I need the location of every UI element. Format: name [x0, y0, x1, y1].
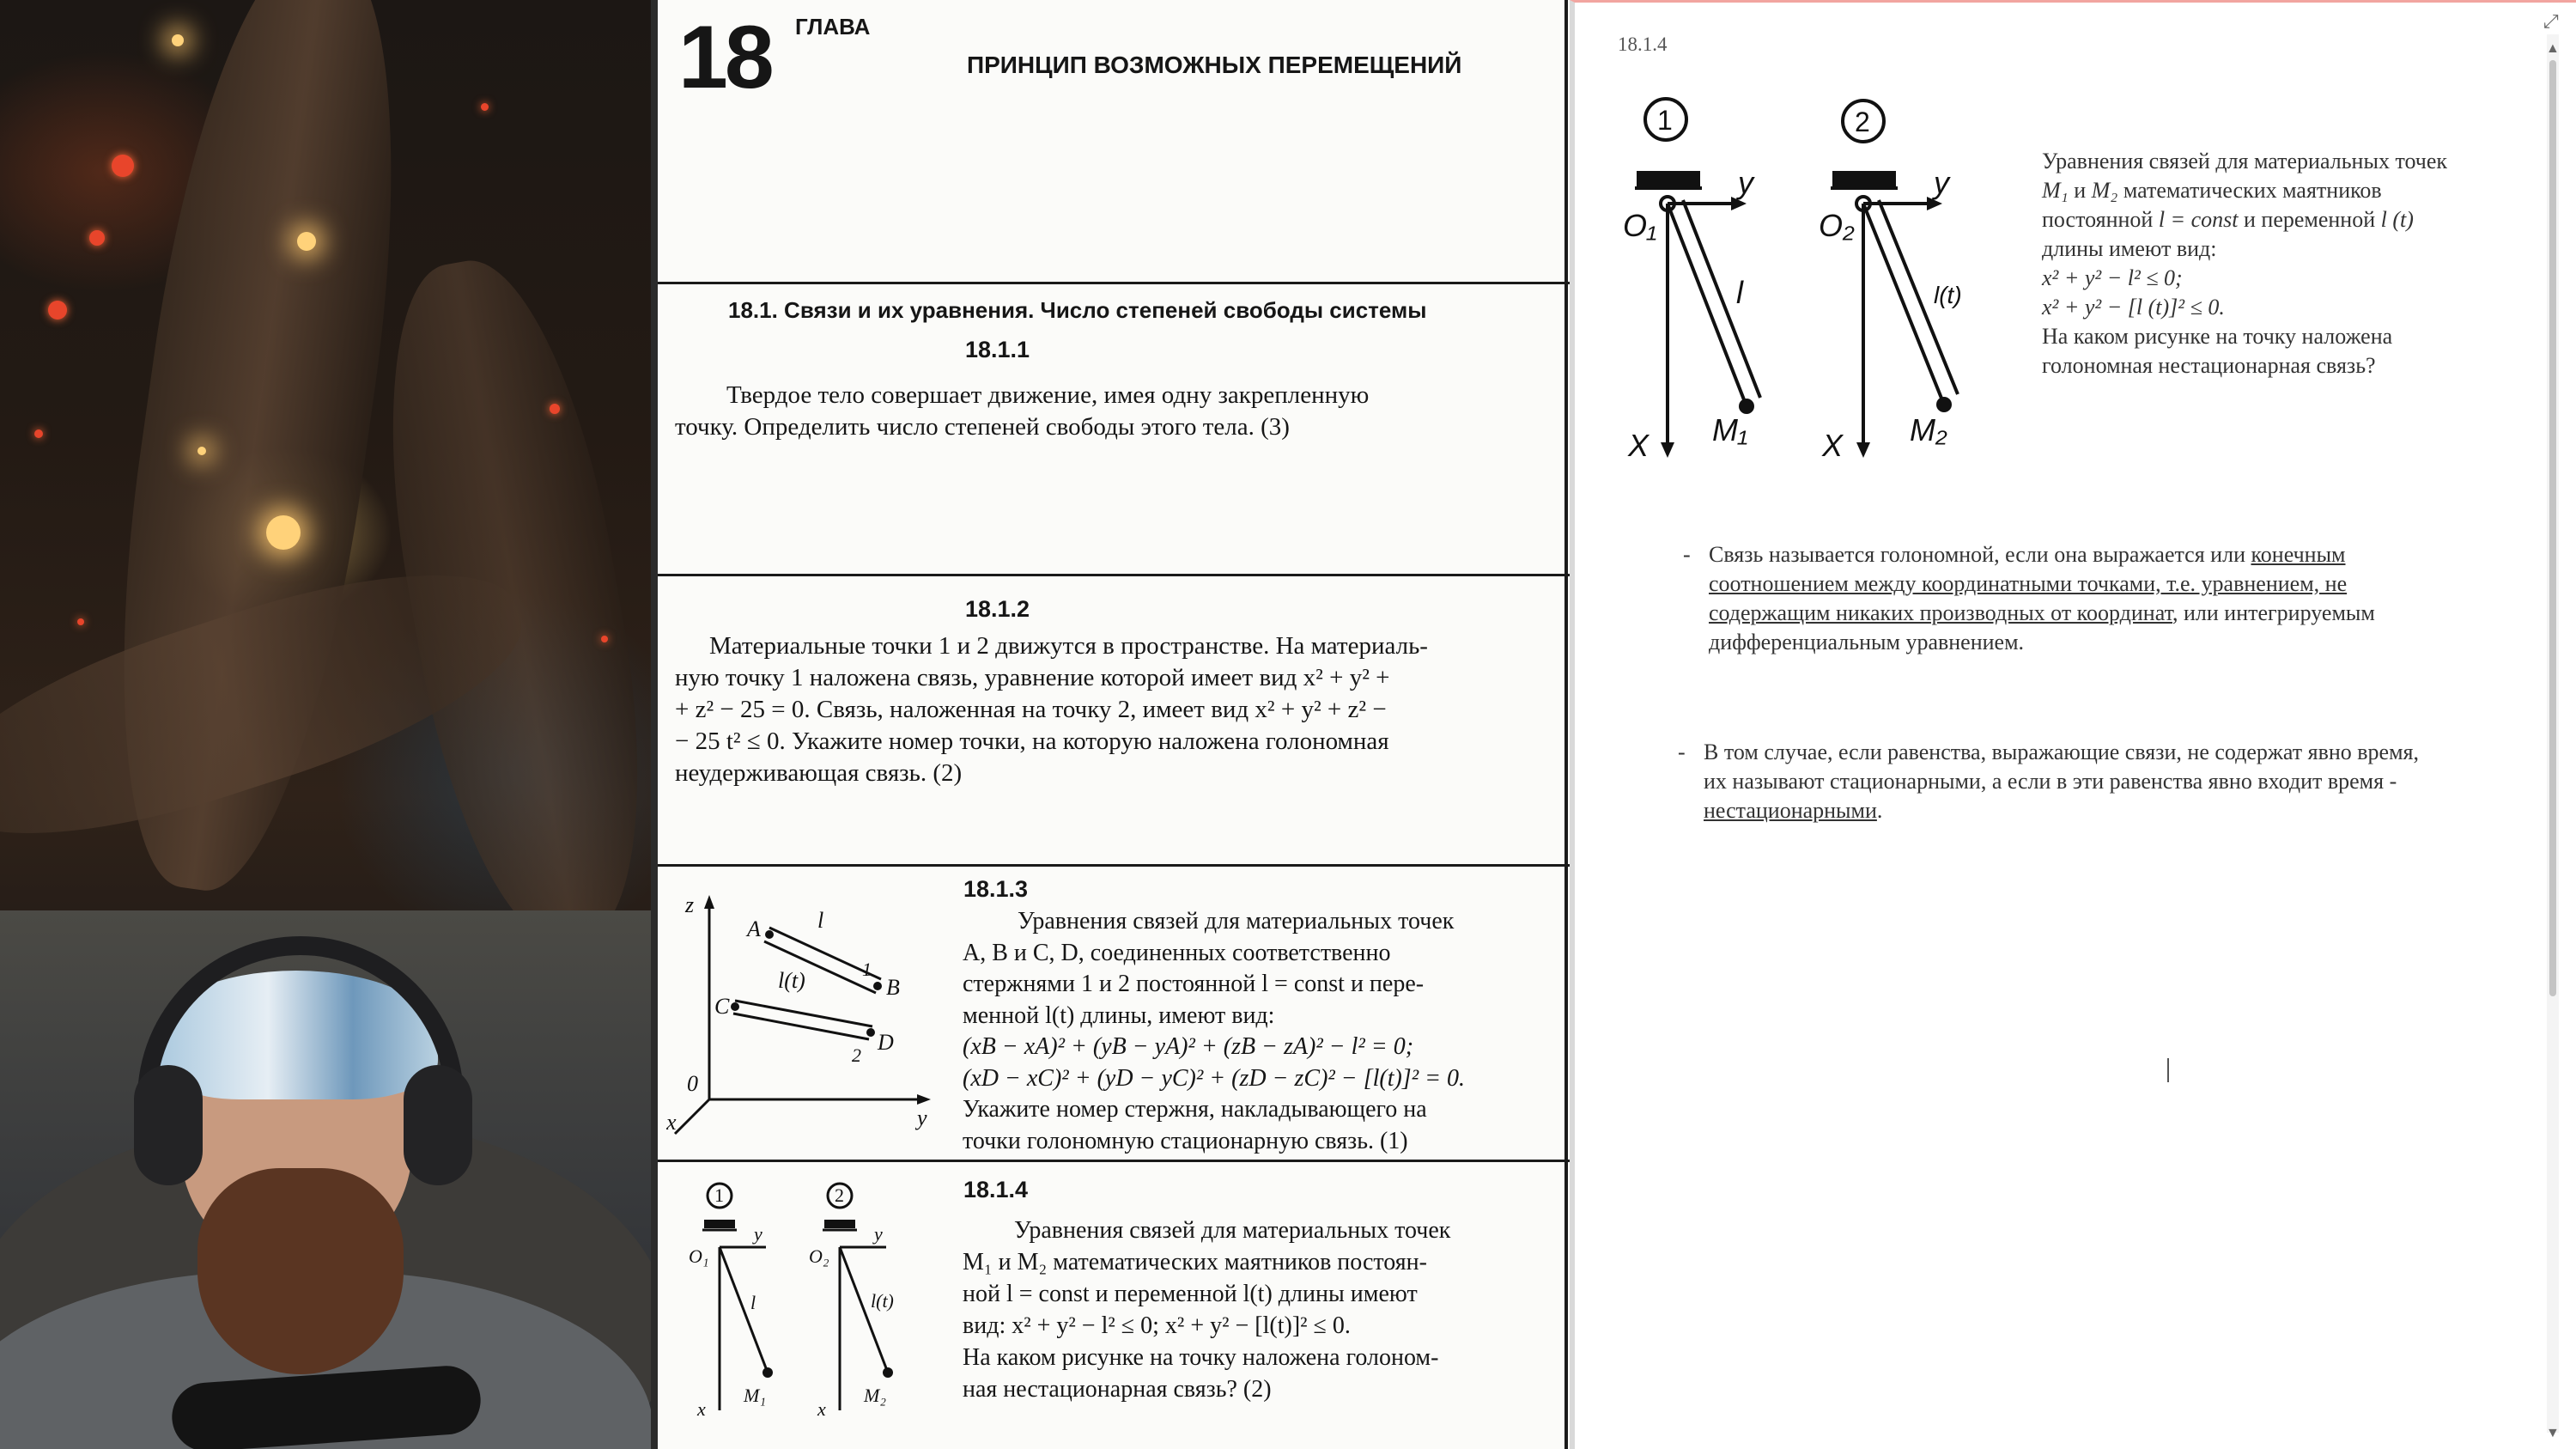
x2-label: x [817, 1398, 826, 1420]
text-fragment: постоянной [2042, 207, 2159, 232]
origin-label: 0 [687, 1071, 698, 1096]
x1-label: X [1628, 428, 1649, 463]
webcam-overlay [0, 910, 651, 1449]
rule [658, 864, 1570, 867]
l-const: l = const [2158, 207, 2239, 232]
ember [112, 155, 134, 177]
equation-2: x² + y² − [l (t)]² ≤ 0. [2042, 295, 2225, 320]
ember [48, 301, 67, 320]
bullet-stationary [1678, 738, 2442, 825]
o2-label: O₂ [809, 1245, 829, 1267]
m2-label: M₂ [1910, 412, 1947, 447]
text-fragment: Связь называется голономной, если она выражается или [1709, 542, 2245, 567]
lt-label: l(t) [1934, 282, 1962, 308]
text-fragment: и переменной [2238, 207, 2381, 232]
text-line: Укажите номер стержня, накладывающего на [963, 1096, 1427, 1123]
problem-id: 18.1.4 [1618, 33, 1668, 55]
m2-label: M₂ [864, 1385, 886, 1406]
firefly-glow [297, 232, 316, 251]
scrollbar-thumb[interactable] [2549, 60, 2556, 996]
problem-text [963, 1215, 1555, 1405]
ember [89, 230, 105, 246]
ember [601, 636, 608, 642]
m1-symbol: M₁ [2042, 178, 2069, 203]
beard [197, 1168, 404, 1374]
text-line: точки голономную стационарную связь. (1) [963, 1127, 1408, 1154]
text-line: неудерживающая связь. (2) [675, 759, 963, 787]
bullet-dash: - [1678, 740, 1686, 764]
text-line: Уравнения связей для материальных точек [1018, 908, 1455, 935]
string-1-dim [1683, 200, 1760, 398]
m1-label: M₁ [744, 1385, 766, 1406]
m2-symbol: M₂ [2091, 178, 2118, 203]
x-arrow-1 [1661, 442, 1674, 458]
firefly-glow [197, 447, 206, 455]
c-label: C [714, 994, 730, 1019]
hatch-1 [704, 1220, 735, 1228]
l-label: l [1736, 275, 1743, 310]
text-fragment: В том случае, если равенства, выражающие связи, не содержат явно время, их называют стационарными, а если в эти равенства явно входит время - [1704, 740, 2419, 794]
o2-label: O₂ [1819, 208, 1855, 243]
problem-number: 18.1.2 [965, 596, 1030, 622]
firefly-glow [266, 515, 301, 550]
mass-2 [883, 1367, 893, 1378]
text-line: − 25 t² ≤ 0. Укажите номер точки, на которую наложена голономная [675, 728, 1389, 755]
text-line [2042, 205, 2540, 234]
x-label: x [666, 1110, 677, 1135]
problem-number: 18.1.4 [963, 1177, 1029, 1202]
point-b [873, 982, 882, 990]
text-line: Материальные точки 1 и 2 движутся в пространстве. На материаль- [709, 632, 1428, 660]
a-label: A [747, 916, 761, 941]
string-2 [1863, 204, 1944, 405]
y1-label: y [754, 1223, 762, 1245]
d-label: D [878, 1030, 894, 1055]
rods-figure [666, 885, 950, 1142]
pendulum-figure-small [671, 1178, 955, 1436]
l-label: l [817, 908, 824, 933]
text-line: ная нестационарная связь? (2) [963, 1376, 1272, 1403]
text-line: На каком рисунке на точку наложена [2042, 324, 2393, 349]
o1-label: O₁ [1623, 208, 1657, 243]
text-line: ную точку 1 наложена связь, уравнение которой имеет вид x² + y² + [675, 664, 1390, 691]
rod-2 [735, 1001, 872, 1026]
section-title: 18.1. Связи и их уравнения. Число степеней свободы системы [728, 297, 1427, 323]
bullet-dash: - [1683, 542, 1691, 567]
text-fragment: и [2068, 178, 2092, 203]
ember [77, 618, 84, 625]
ember [481, 103, 489, 111]
lt-label: l(t) [778, 968, 805, 993]
ember [550, 404, 560, 414]
question-text [2042, 147, 2540, 381]
l-label: l [750, 1292, 756, 1313]
underlined-definition: конечным соотношением между координатными точками, т.е. уравнением, не содержащим никаких производных от координат [1709, 542, 2348, 625]
y2-label: y [874, 1223, 883, 1245]
underlined-term: нестационарными [1704, 798, 1877, 823]
text-line: + z² − 25 = 0. Связь, наложенная на точку 2, имеет вид x² + y² + z² − [675, 696, 1387, 723]
document-viewer[interactable] [1570, 0, 2576, 1449]
text-line: A, B и C, D, соединенных соответственно [963, 939, 1391, 966]
y-arrow [917, 1094, 931, 1105]
chapter-word: ГЛАВА [795, 14, 871, 40]
point-a [765, 930, 774, 939]
circle-1-label: 1 [714, 1184, 724, 1206]
text-line: Твердое тело совершает движение, имея одну закрепленную [726, 381, 1370, 409]
y-label: y [917, 1105, 927, 1130]
rule [658, 282, 1570, 284]
text-fragment: . [1876, 798, 1883, 823]
textbook-scan [658, 0, 1570, 1449]
mass-1 [762, 1367, 773, 1378]
text-line: M₁ и M₂ математических маятников постоян- [963, 1249, 1427, 1275]
point-d [866, 1028, 875, 1037]
m1-label: M₁ [1712, 412, 1748, 447]
text-line: точку. Определить число степеней свободы этого тела. (3) [675, 413, 1290, 441]
b-label: B [886, 975, 900, 1000]
equation-line: (xB − xA)² + (yB − yA)² + (zB − zA)² − l² = 0; [963, 1033, 1414, 1060]
text-line: длины имеют вид: [2042, 236, 2217, 261]
rod-2-edge [733, 1014, 869, 1039]
x2-label: X [1822, 428, 1844, 463]
scroll-down-icon[interactable]: ▼ [2546, 1426, 2560, 1440]
rod-1-label: 1 [862, 959, 872, 980]
pendulum-figure [1609, 88, 2013, 475]
hatch-2 [1832, 171, 1896, 186]
x1-label: x [697, 1398, 706, 1420]
text-line: ной l = const и переменной l(t) длины имеют [963, 1281, 1418, 1307]
hatch-2 [824, 1220, 855, 1228]
bullet-holonomic [1683, 540, 2430, 657]
text-fragment: , или интегрируемым дифференциальным уравнением. [1709, 600, 2375, 654]
z-label: z [685, 892, 695, 917]
equation-line: (xD − xC)² + (yD − yC)² + (zD − zC)² − [l(t)]² = 0. [963, 1064, 1465, 1092]
circle-2-label: 2 [835, 1184, 844, 1206]
expand-icon[interactable]: ⤢ [2543, 10, 2559, 32]
scroll-up-icon[interactable]: ▲ [2546, 41, 2560, 56]
text-line: На каком рисунке на точку наложена голоном- [963, 1344, 1439, 1371]
headphone-left [134, 1065, 203, 1185]
problem-number: 18.1.1 [965, 337, 1030, 362]
text-line [2042, 176, 2540, 205]
point-c [731, 1002, 739, 1011]
text-line: вид: x² + y² − l² ≤ 0; x² + y² − [l(t)]² ≤ 0. [963, 1312, 1351, 1339]
text-line: Уравнения связей для материальных точек [1014, 1217, 1451, 1244]
rule [658, 574, 1570, 576]
text-caret [2167, 1058, 2169, 1082]
text-line: Уравнения связей для материальных точек [2042, 149, 2448, 174]
headphone-right [404, 1065, 472, 1185]
equation-1: x² + y² − l² ≤ 0; [2042, 265, 2183, 290]
problem-number: 18.1.3 [963, 876, 1029, 902]
rule [658, 1160, 1570, 1162]
problem-text [675, 380, 1555, 443]
ember [34, 429, 43, 438]
y1-label: y [1738, 165, 1753, 200]
z-arrow [704, 895, 714, 909]
text-line: менной l(t) длины, имеют вид: [963, 1002, 1275, 1029]
o1-label: O₁ [689, 1245, 709, 1267]
problem-text [675, 630, 1555, 789]
hatch-1 [1637, 171, 1700, 186]
firefly-glow [172, 34, 184, 46]
text-fragment: математических маятников [2117, 178, 2382, 203]
mass-2 [1936, 397, 1952, 412]
y2-label: y [1934, 165, 1949, 200]
text-line: стержнями 1 и 2 постоянной l = const и пере- [963, 971, 1425, 997]
circle-2-label: 2 [1855, 107, 1870, 137]
string-1 [720, 1247, 768, 1373]
text-line: голономная нестационарная связь? [2042, 353, 2376, 378]
circle-1-label: 1 [1657, 105, 1673, 136]
problem-text [963, 906, 1555, 1157]
rod-2-label: 2 [852, 1044, 861, 1066]
lt-label: l(t) [871, 1290, 894, 1312]
l-t: l (t) [2380, 207, 2414, 232]
x-arrow-2 [1856, 442, 1870, 458]
string-1 [1668, 204, 1747, 406]
chapter-title: ПРИНЦИП ВОЗМОЖНЫХ ПЕРЕМЕЩЕНИЙ [967, 52, 1462, 78]
chapter-number: 18 [678, 8, 771, 107]
scan-right-border [1564, 0, 1568, 1449]
x-axis [675, 1099, 709, 1134]
panel-divider [651, 0, 658, 1449]
